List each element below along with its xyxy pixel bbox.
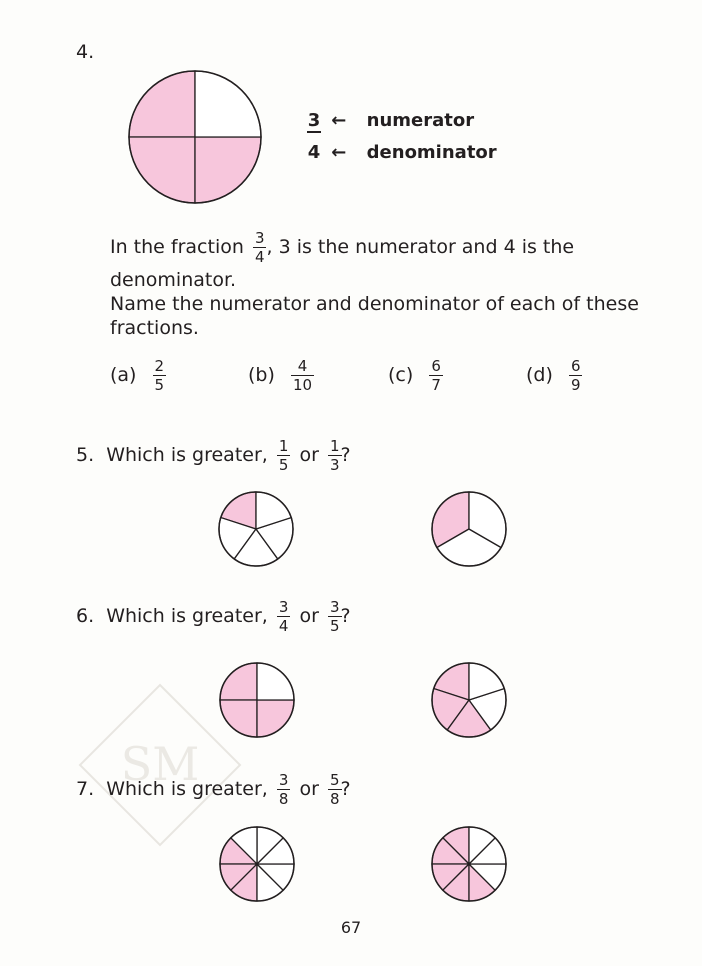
- q6-number: 6.: [76, 605, 95, 627]
- legend-arrow-icon: ←: [331, 142, 347, 163]
- q4-item-c: [388, 358, 446, 393]
- watermark-text: SM: [120, 737, 200, 791]
- q4-instruction-line2: fractions.: [110, 317, 199, 339]
- q6-question: [76, 599, 351, 634]
- q5-number: 5.: [76, 444, 95, 466]
- q5-right-circle: [431, 491, 507, 567]
- legend-arrow-icon: ←: [331, 110, 347, 131]
- q7-right-circle: [431, 826, 507, 902]
- shaded-sector: [195, 137, 261, 203]
- shaded-sector: [129, 71, 195, 137]
- q4-item-b: [248, 358, 317, 393]
- q4-text-line2: denominator.: [110, 269, 237, 291]
- q5-or: or: [299, 444, 319, 466]
- item-fraction: $\frac{4}{10}$: [292, 357, 313, 394]
- q4-instruction-line1: Name the numerator and denominator of each of these: [110, 293, 639, 315]
- q7-fraction-b: $\frac{5}{8}$: [329, 771, 340, 808]
- q6-left-circle: [219, 662, 295, 738]
- unshaded-sector: [195, 71, 261, 137]
- q7-or: or: [299, 778, 319, 800]
- q7-question: [76, 772, 351, 807]
- q6-fraction-a: $\frac{3}{4}$: [278, 598, 289, 635]
- q4-number: 4.: [76, 41, 95, 63]
- q6-question-text: Which is greater,: [106, 605, 268, 627]
- big-quarter-circle: [128, 70, 262, 204]
- q5-left-circle: [218, 491, 294, 567]
- q6-right-circle: [431, 662, 507, 738]
- q7-question-text: Which is greater,: [106, 778, 268, 800]
- q4-text-suffix: , 3 is the numerator and 4 is the: [266, 236, 575, 258]
- item-label: (d): [526, 364, 553, 386]
- q4-item-a: [110, 358, 169, 393]
- q4-text-prefix: In the fraction: [110, 236, 244, 258]
- q6-question-mark: ?: [340, 605, 351, 627]
- q4-text-line1: [110, 230, 574, 265]
- q4-item-d: [526, 358, 585, 393]
- item-label: (c): [388, 364, 414, 386]
- q5-question-text: Which is greater,: [106, 444, 268, 466]
- item-fraction: $\frac{2}{5}$: [154, 357, 165, 394]
- legend-denominator-label: denominator: [366, 142, 497, 163]
- q7-left-circle: [219, 826, 295, 902]
- q7-question-mark: ?: [340, 778, 351, 800]
- legend-denominator-digit: 4: [307, 142, 321, 163]
- q6-or: or: [299, 605, 319, 627]
- q5-fraction-a: $\frac{1}{5}$: [278, 437, 289, 474]
- q4-inline-fraction: $\frac{3}{4}$: [254, 229, 265, 266]
- q5-question: [76, 438, 351, 473]
- item-label: (a): [110, 364, 137, 386]
- page-number: 67: [340, 918, 362, 937]
- shaded-sector: [129, 137, 195, 203]
- item-label: (b): [248, 364, 275, 386]
- q6-fraction-b: $\frac{3}{5}$: [329, 598, 340, 635]
- q7-fraction-a: $\frac{3}{8}$: [278, 771, 289, 808]
- q7-number: 7.: [76, 778, 95, 800]
- item-fraction: $\frac{6}{9}$: [570, 357, 581, 394]
- q5-question-mark: ?: [340, 444, 351, 466]
- item-fraction: $\frac{6}{7}$: [431, 357, 441, 394]
- fraction-parts-legend: [307, 110, 497, 168]
- legend-numerator-digit: 3: [307, 110, 321, 131]
- q5-fraction-b: $\frac{1}{3}$: [329, 437, 340, 474]
- legend-numerator-label: numerator: [366, 110, 475, 131]
